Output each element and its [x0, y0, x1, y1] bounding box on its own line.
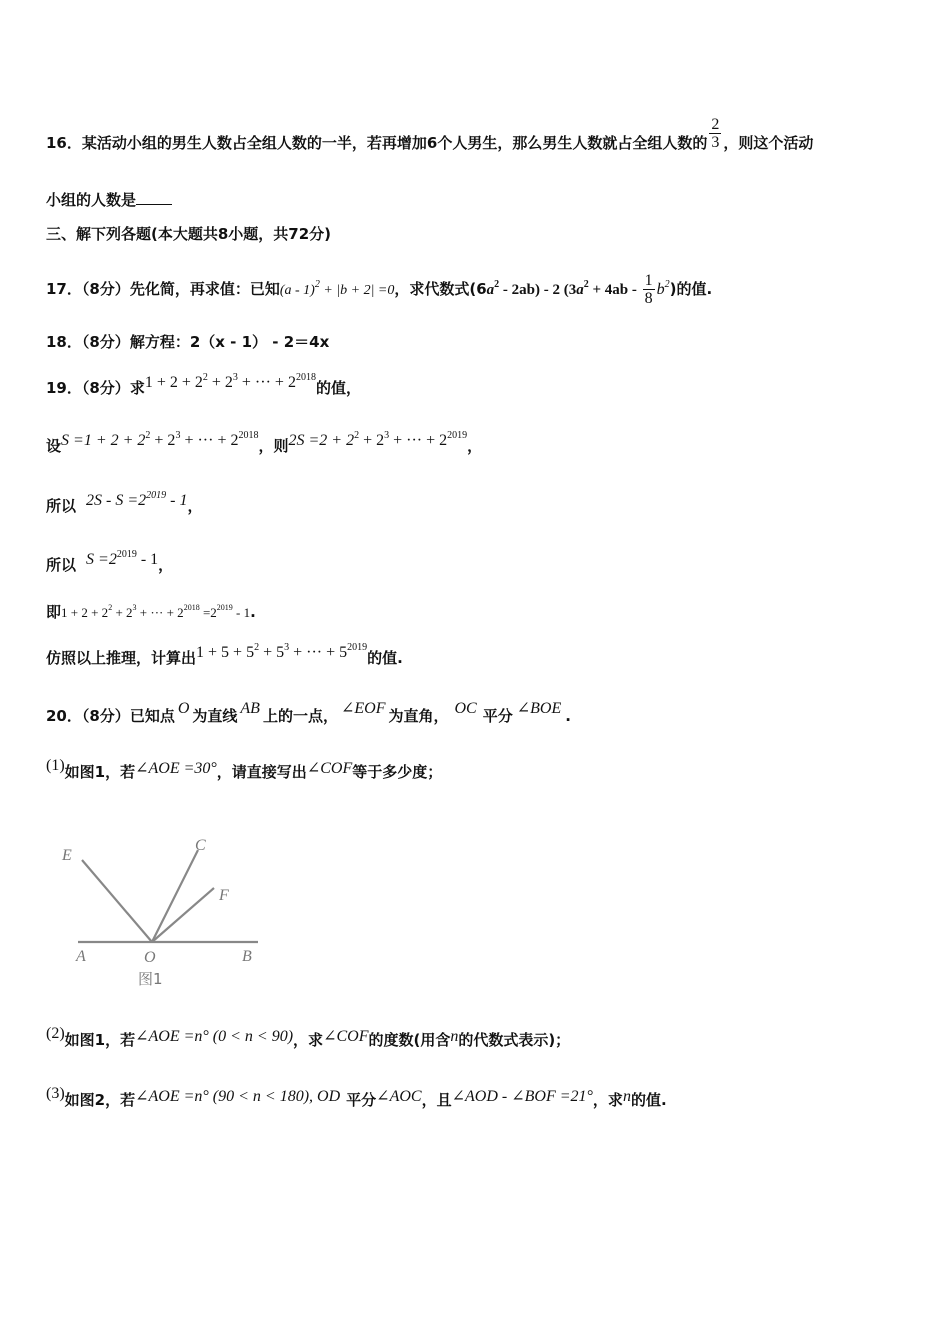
q19-line5: 即$1 + 2 + 2^2 + 2^3$ + ··· + $2^{2018} =2^{2019} - 1$. — [46, 603, 256, 621]
q16-line1: 16．某活动小组的男生人数占全组人数的一半，若再增加6个人男生，那么男生人数就占全组人数的 $\frac{2}{3}$ ，则这个活动 — [46, 116, 814, 152]
q20-part3: (3)如图2，若∠AOE =n° (90 < n < 180), OD 平分∠AOC，且∠AOD - ∠BOF =21°，求n的值. — [46, 1085, 667, 1109]
answer-blank[interactable] — [136, 190, 172, 205]
ray-oe — [82, 860, 152, 942]
q20-part2: (2)如图1，若∠AOE =n° (0 < n < 90)，求∠COF的度数(用含n的代数式表示)； — [46, 1025, 571, 1049]
q16-fraction: $\frac{2}{3}$ — [711, 116, 720, 151]
q17-fraction: $\frac{1}{8}$ — [644, 272, 653, 307]
figure-1 — [56, 826, 276, 996]
q17-condition: (a - 1)$^2$ + |b + 2| =0 — [279, 279, 395, 298]
label-b: B — [242, 948, 252, 965]
q20-line: 20．（8分）已知点 O 为直线 AB 上的一点， ∠EOF 为直角， OC 平分 ∠BOE . — [46, 700, 571, 725]
q18-line: 18．（8分）解方程：2（x - 1） - 2＝4x — [46, 333, 330, 351]
q19-line1: 19．（8分）求$1 + 2 + 2^2 + 2^3$ + ··· + $2^{2018}$的值， — [46, 372, 361, 397]
q19-sum: $1 + 2 + 2^2 + 2^3$ + ··· + $2^{2018}$ — [144, 372, 316, 391]
label-c: C — [195, 837, 206, 854]
q17-expression: $a^2 - 2ab) - 2$ ($3a^2 + 4ab$ - — [486, 279, 641, 298]
label-o: O — [144, 949, 156, 966]
q19-line6: 仿照以上推理，计算出$1 + 5 + 5^2 + 5^3$ + ··· + $5^{2019}$的值. — [46, 642, 403, 667]
label-e: E — [62, 847, 72, 864]
q19-line2: 设$S =1 + 2 + 2^2 + 2^3$ + ··· + $2^{2018}$，则$2S =2 + 2^2 + 2^3$ + ··· + $2^{2019}$， — [46, 430, 483, 455]
label-a: A — [76, 948, 86, 965]
section3-title: 三、解下列各题(本大题共8小题，共72分) — [46, 225, 332, 243]
figure-caption: 图1 — [138, 970, 163, 988]
ray-oc — [152, 850, 198, 942]
ray-of — [152, 888, 214, 942]
label-f: F — [219, 887, 229, 904]
q19-line3: 所以 $2S - S =2^{2019} - 1$， — [46, 490, 203, 515]
q17-line: 17．（8分）先化简，再求值：已知(a - 1)$^2$ + |b + 2| =0，求代数式$(6a^2 - 2ab) - 2$ ($3a^2 + 4ab$ - $\frac{1}{8}$ $b^2$)的值. — [46, 272, 713, 307]
q20-part1: (1)如图1，若∠AOE =30°，请直接写出∠COF等于多少度； — [46, 757, 443, 781]
q16-line2: 小组的人数是 — [46, 190, 172, 210]
q19-line4: 所以 $S =2^{2019} - 1$， — [46, 549, 174, 574]
